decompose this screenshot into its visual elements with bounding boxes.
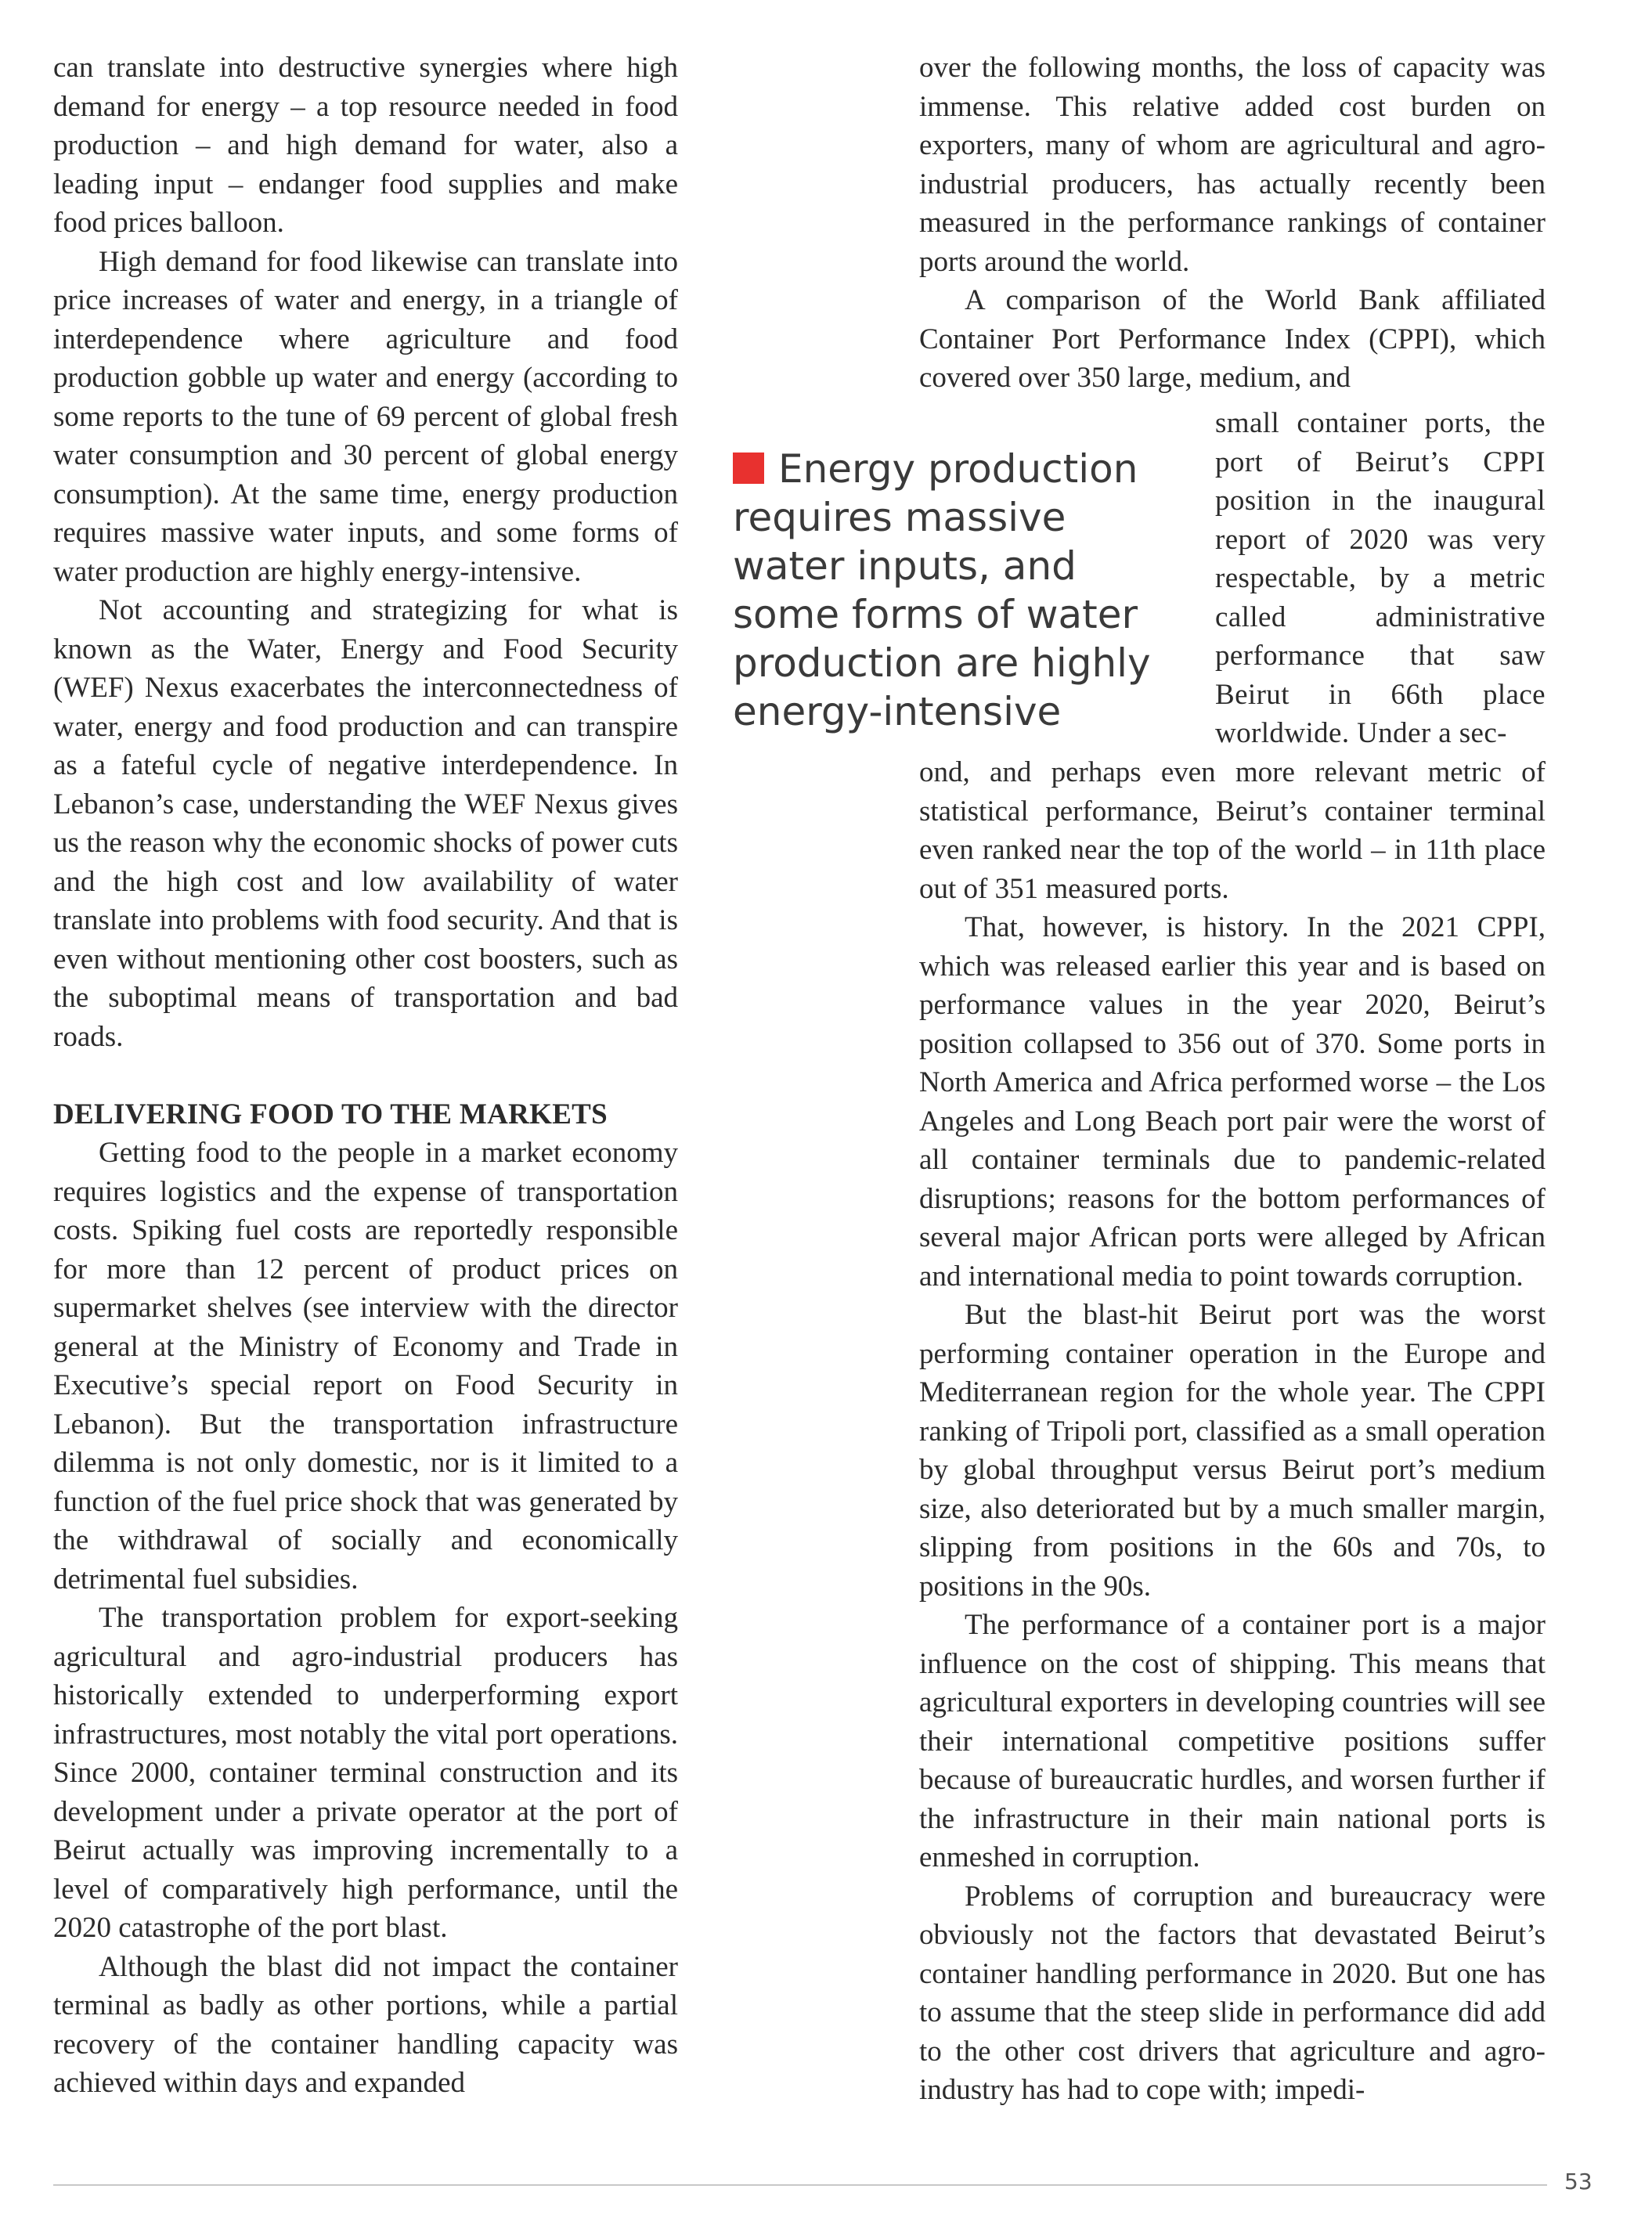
right-column-bottom <box>919 753 1546 2110</box>
right-column-wrap-text <box>1215 404 1546 753</box>
paragraph: over the following months, the loss of capacity was immense. This relative added cost burden on exporters, many of whom are agricultural and agro-industrial producers, has actually recently been measured in the performance rankings of container ports around the world. <box>919 52 1546 278</box>
paragraph: small container ports, the port of Beirut’s CPPI position in the inaugural report of 2020 was very respectable, by a metric called administrative performance that saw Beirut in 66th place worldwide. Under a sec- <box>1215 407 1546 749</box>
paragraph: Not accounting and strategizing for what is known as the Water, Energy and Food Security (WEF) Nexus exacerbates the interconnectedness of water, energy and food production and can transpire as a fateful cycle of negative interdependence. In Lebanon’s case, understanding the WEF Nexus gives us the reason why the economic shocks of power cuts and the high cost and low availability of water translate into problems with food security. And that is even without mentioning other cost boosters, such as the suboptimal means of transportation and bad roads. <box>53 594 678 1053</box>
paragraph: That, however, is history. In the 2021 CPPI, which was released earlier this year and is based on performance values in the year 2020, Beirut’s position collapsed to 356 out of 370. Some ports in North America and Africa performed worse – the Los Angeles and Long Beach port pair were the worst of all container terminals due to pandemic-related disruptions; reasons for the bottom performances of several major African ports were alleged by African and international media to point towards corruption. <box>919 911 1546 1293</box>
pull-quote <box>733 445 1171 736</box>
pull-quote-marker <box>733 453 764 484</box>
paragraph: The performance of a container port is a major influence on the cost of shipping. This means that agricultural exporters in developing countries will see their international competitive positions suffer because of bureaucratic hurdles, and worsen further if the infrastructure in their main national ports is enmeshed in corruption. <box>919 1609 1546 1873</box>
left-column <box>53 49 678 2103</box>
paragraph: Although the blast did not impact the container terminal as badly as other portions, while a partial recovery of the container handling capacity was achieved within days and expanded <box>53 1950 678 2099</box>
paragraph: ond, and perhaps even more relevant metric of statistical performance, Beirut’s container terminal even ranked near the top of the world – in 11th place out of 351 measured ports. <box>919 756 1546 905</box>
paragraph: can translate into destructive synergies where high demand for energy – a top resource needed in food production – and high demand for water, also a leading input – endanger food supplies and make food prices balloon. <box>53 52 678 239</box>
page-number: 53 <box>1564 2169 1592 2194</box>
section-subheading: DELIVERING FOOD TO THE MARKETS <box>53 1098 608 1130</box>
right-column-top <box>919 49 1546 398</box>
paragraph: A comparison of the World Bank affiliated Container Port Performance Index (CPPI), which covered over 350 large, medium, and <box>919 284 1546 394</box>
paragraph: But the blast-hit Beirut port was the worst performing container operation in the Europe and Mediterranean region for the whole year. The CPPI ranking of Tripoli port, classified as a small operation by global throughput versus Beirut port’s medium size, also deteriorated but by a much smaller margin, slipping from positions in the 60s and 70s, to positions in the 90s. <box>919 1299 1546 1603</box>
paragraph: Getting food to the people in a market economy requires logistics and the expense of transportation costs. Spiking fuel costs are reportedly responsible for more than 12 percent of product prices on supermarket shelves (see interview with the director general at the Ministry of Economy and Trade in Executive’s special report on Food Security in Lebanon). But the transportation infrastructure dilemma is not only domestic, nor is it limited to a function of the fuel price shock that was generated by the withdrawal of socially and economically detrimental fuel subsidies. <box>53 1137 678 1596</box>
paragraph: The transportation problem for export-seeking agricultural and agro-industrial producers has historically extended to underperforming export infrastructures, most notably the vital port operations. Since 2000, container terminal construction and its development under a private operator at the port of Beirut actually was improving incrementally to a level of comparatively high performance, until the 2020 catastrophe of the port blast. <box>53 1602 678 1944</box>
footer-rule <box>53 2184 1547 2186</box>
paragraph: High demand for food likewise can translate into price increases of water and energy, in a triangle of interdependence where agriculture and food production gobble up water and energy (according to some reports to the tune of 69 percent of global fresh water consumption and 30 percent of global energy consumption). At the same time, energy production requires massive water inputs, and some forms of water production are highly energy-intensive. <box>53 245 678 588</box>
paragraph: Problems of corruption and bureaucracy were obviously not the factors that devastated Beirut’s container handling performance in 2020. But one has to assume that the steep slide in performance did add to the other cost drivers that agriculture and agro-industry has had to cope with; impedi- <box>919 1880 1546 2106</box>
pull-quote-text: Energy production requires massive water inputs, and some forms of water production are highly energy-intensive <box>733 446 1151 734</box>
